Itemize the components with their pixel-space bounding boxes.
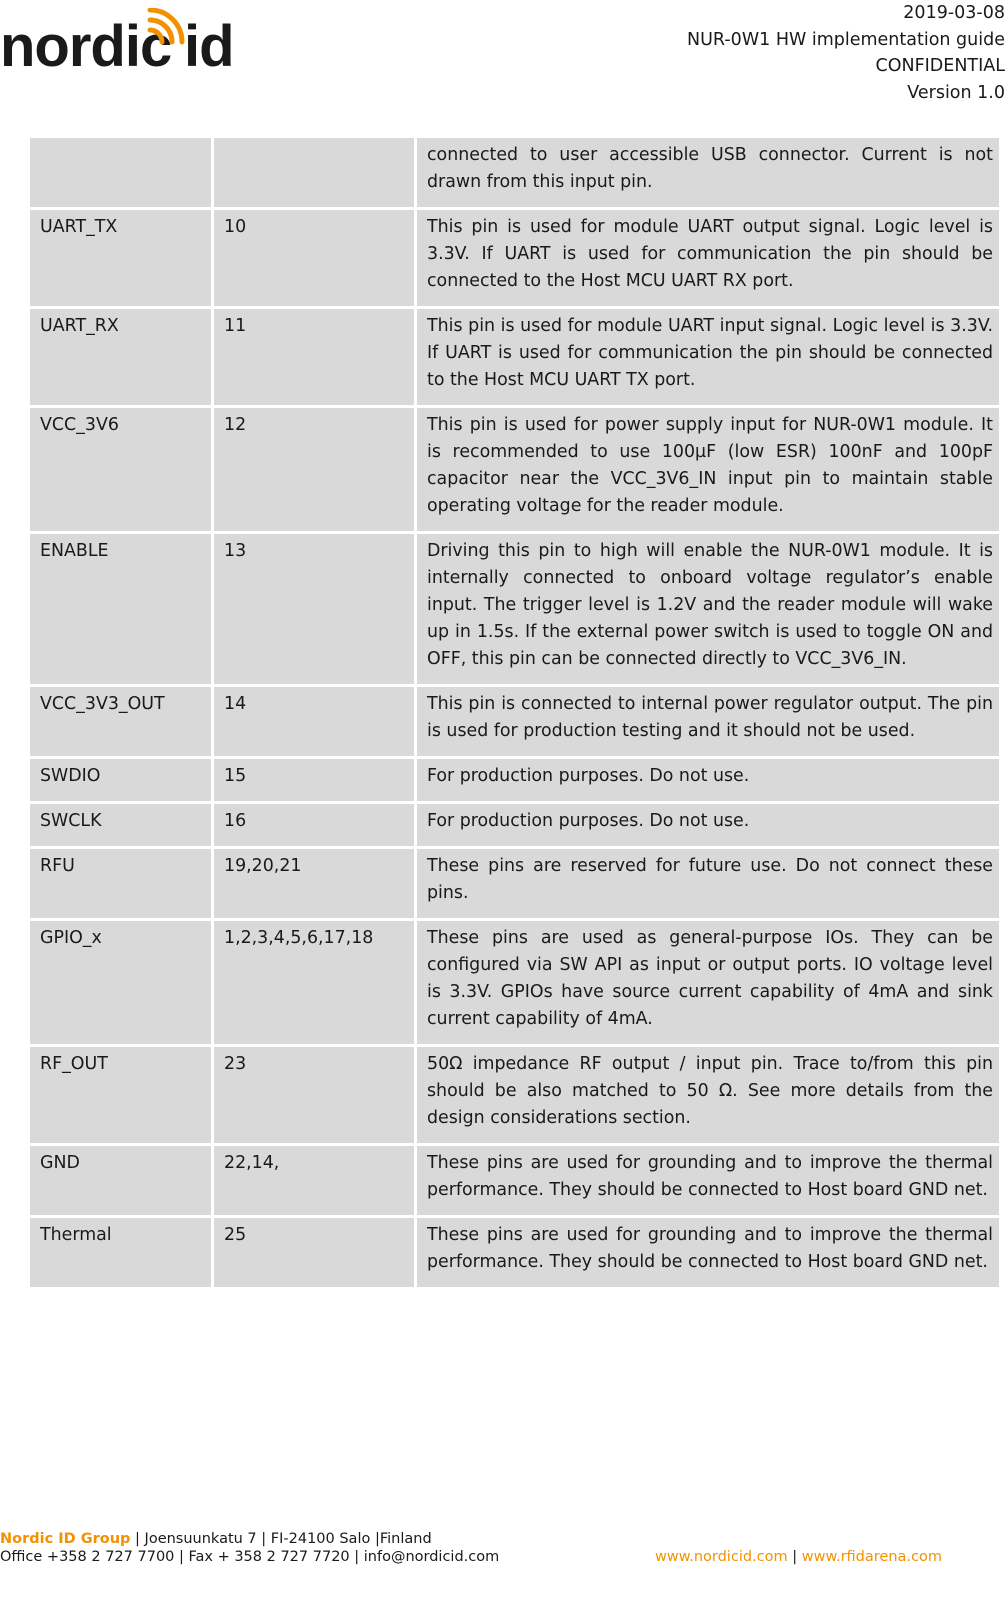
- description-cell: This pin is used for power supply input for NUR-0W1 module. It is recommended to use 100µF (low ESR) 100nF and 100pF capacitor near the VCC_3V6_IN input pin to maintain stable operating voltage for the reader module.: [417, 408, 999, 531]
- table-row: [30, 1218, 999, 1287]
- pin-number-cell: 12: [214, 408, 414, 531]
- description-cell: These pins are used for grounding and to improve the thermal performance. They should be connected to Host board GND net.: [417, 1146, 999, 1215]
- description-cell: This pin is used for module UART input signal. Logic level is 3.3V. If UART is used for communication the pin should be connected to the Host MCU UART TX port.: [417, 309, 999, 405]
- document-classification: CONFIDENTIAL: [875, 56, 1005, 76]
- description-cell: This pin is used for module UART output signal. Logic level is 3.3V. If UART is used for communication the pin should be connected to the Host MCU UART RX port.: [417, 210, 999, 306]
- nordic-id-logo: [0, 8, 260, 78]
- footer-company-name: Nordic ID Group: [0, 1531, 131, 1547]
- signal-name-cell: GPIO_x: [30, 921, 211, 1044]
- signal-name-cell: UART_RX: [30, 309, 211, 405]
- signal-name-cell: [30, 138, 211, 207]
- footer-address-line: [0, 1530, 1005, 1548]
- document-title: NUR-0W1 HW implementation guide: [687, 29, 1005, 50]
- pin-number-cell: 13: [214, 534, 414, 684]
- pin-number-cell: 19,20,21: [214, 849, 414, 918]
- footer-links: [655, 1548, 942, 1566]
- footer-link-separator: |: [787, 1549, 802, 1565]
- description-cell: These pins are used as general-purpose IOs. They can be configured via SW API as input or output ports. IO voltage level is 3.3V. GPIOs have source current capability of 4mA and sink current capability of 4mA.: [417, 921, 999, 1044]
- table-row: [30, 1146, 999, 1215]
- footer-link-rfidarena[interactable]: www.rfidarena.com: [801, 1549, 942, 1565]
- table-row: [30, 759, 999, 801]
- footer-link-nordicid[interactable]: www.nordicid.com: [654, 1549, 788, 1565]
- signal-name-cell: RF_OUT: [30, 1047, 211, 1143]
- signal-name-cell: SWDIO: [30, 759, 211, 801]
- description-cell: These pins are used for grounding and to improve the thermal performance. They should be connected to Host board GND net.: [417, 1218, 999, 1287]
- table-row: [30, 804, 999, 846]
- signal-name-cell: VCC_3V3_OUT: [30, 687, 211, 756]
- pin-number-cell: 25: [214, 1218, 414, 1287]
- signal-name-cell: RFU: [30, 849, 211, 918]
- pin-number-cell: 15: [214, 759, 414, 801]
- description-cell: For production purposes. Do not use.: [417, 804, 999, 846]
- signal-name-cell: ENABLE: [30, 534, 211, 684]
- signal-name-cell: SWCLK: [30, 804, 211, 846]
- svg-text:id: id: [184, 14, 234, 78]
- document-version: Version 1.0: [907, 82, 1005, 103]
- table-row: [30, 210, 999, 306]
- table-row: [30, 849, 999, 918]
- page-footer: [0, 1530, 1005, 1566]
- table-row: [30, 921, 999, 1044]
- document-date: 2019-03-08: [903, 3, 1005, 23]
- pin-description-table: [27, 135, 1002, 1290]
- pin-number-cell: 1,2,3,4,5,6,17,18: [214, 921, 414, 1044]
- pin-number-cell: 23: [214, 1047, 414, 1143]
- pin-number-cell: 16: [214, 804, 414, 846]
- footer-contact: Office +358 2 727 7700 | Fax + 358 2 727 7720 | info@nordicid.com: [0, 1549, 500, 1565]
- pin-number-cell: 22,14,: [214, 1146, 414, 1215]
- description-cell: connected to user accessible USB connector. Current is not drawn from this input pin.: [417, 138, 999, 207]
- signal-name-cell: UART_TX: [30, 210, 211, 306]
- signal-name-cell: Thermal: [30, 1218, 211, 1287]
- pin-number-cell: [214, 138, 414, 207]
- pin-number-cell: 14: [214, 687, 414, 756]
- pin-number-cell: 10: [214, 210, 414, 306]
- table-row: [30, 534, 999, 684]
- signal-name-cell: VCC_3V6: [30, 408, 211, 531]
- table-row: [30, 1047, 999, 1143]
- description-cell: For production purposes. Do not use.: [417, 759, 999, 801]
- description-cell: Driving this pin to high will enable the NUR-0W1 module. It is internally connected to onboard voltage regulator’s enable input. The trigger level is 1.2V and the reader module will wake up in 1.5s. If the external power switch is used to toggle ON and OFF, this pin can be connected directly to VCC_3V6_IN.: [417, 534, 999, 684]
- pin-number-cell: 11: [214, 309, 414, 405]
- table-row: [30, 687, 999, 756]
- svg-text:nordic: nordic: [0, 14, 172, 78]
- footer-address: | Joensuunkatu 7 | FI-24100 Salo |Finland: [130, 1531, 432, 1547]
- description-cell: This pin is connected to internal power regulator output. The pin is used for production testing and it should not be used.: [417, 687, 999, 756]
- signal-name-cell: GND: [30, 1146, 211, 1215]
- table-row: [30, 138, 999, 207]
- description-cell: These pins are reserved for future use. Do not connect these pins.: [417, 849, 999, 918]
- table-row: [30, 309, 999, 405]
- table-row: [30, 408, 999, 531]
- document-header: [687, 0, 1005, 106]
- description-cell: 50Ω impedance RF output / input pin. Trace to/from this pin should be also matched to 50 Ω. See more details from the design considerations section.: [417, 1047, 999, 1143]
